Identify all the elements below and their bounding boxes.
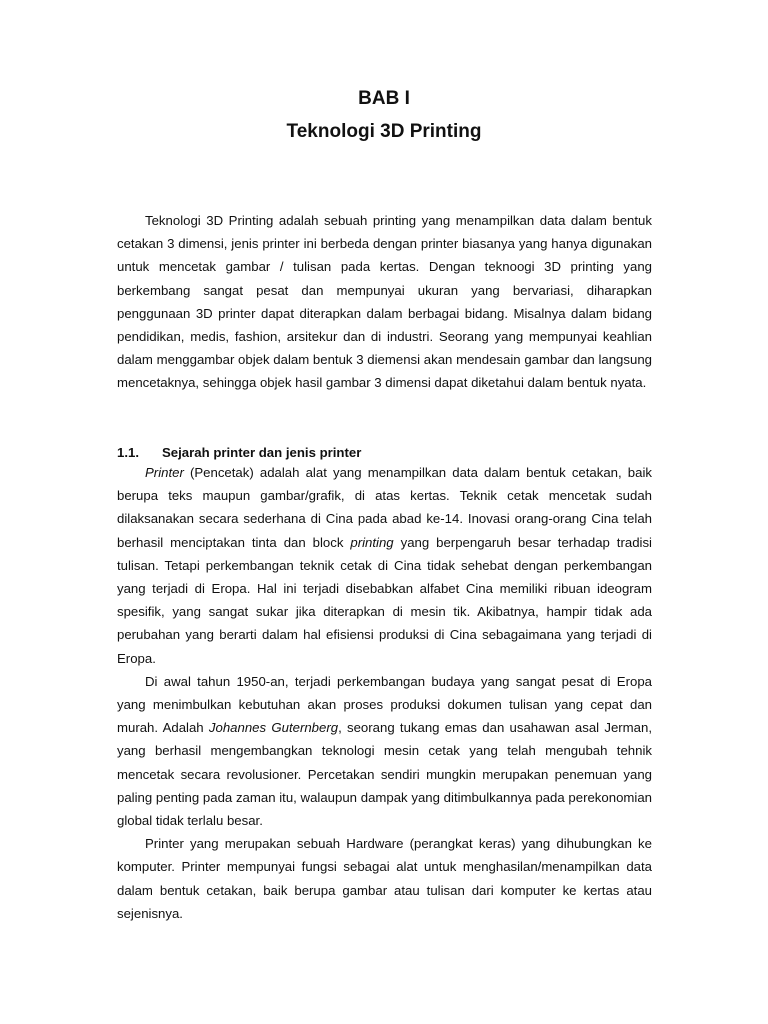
italic-name-guternberg: Johannes Guternberg [208,720,339,736]
intro-paragraph: Teknologi 3D Printing adalah sebuah printing yang menampilkan data dalam bentuk cetakan 3 dimensi, jenis printer ini berbeda dengan printer biasanya yang hanya digunakan untuk mencetak gambar / tulisan pada kertas. Dengan teknoogi 3D printing yang berkembang sangat pesat dan mempunyai ukuran yang bervariasi, diharapkan penggunaan 3D printer dapat diterapkan dalam berbagai bidang. Misalnya dalam bidang pendidikan, medis, fashion, arsitekur dan di industri. Seorang yang mempunyai keahlian dalam menggambar objek dalam bentuk 3 diemensi akan mendesain gambar dan langsung mencetaknya, sehingga objek hasil gambar 3 dimensi dapat diketahui dalam bentuk nyata. [117,213,652,391]
section-paragraph-3: Printer yang merupakan sebuah Hardware (perangkat keras) yang dihubungkan ke komputer. Printer mempunyai fungsi sebagai alat untuk menghasilan/menampilkan data dalam bentuk cetakan, baik berupa gambar atau tulisan dari komputer ke kertas atau sejenisnya. [117,836,652,921]
paragraph-1-text-b: yang berpengaruh besar terhadap tradisi tulisan. Tetapi perkembangan teknik cetak di Cina tidak sehebat dengan perkembangan yang terjadi di Eropa. Hal ini terjadi disebabkan alfabet Cina memiliki ribuan ideogram spesifik, yang sangat sukar jika diterapkan di mesin tik. Akibatnya, hampir tidak ada perubahan yang berarti dalam hal efisiensi produksi di Cina sebagaimana yang terjadi di Eropa. [117,534,652,666]
section-body [117,461,652,925]
paragraph-1-text-a: (Pencetak) adalah alat yang menampilkan data dalam bentuk cetakan, baik berupa teks maupun gambar/grafik, di atas kertas. Teknik cetak mencetak sudah dilaksanakan secara sederhana di Cina pada abad ke-14. Inovasi orang-orang Cina telah berhasil menciptakan tinta dan block [117,465,652,550]
section-title: Sejarah printer dan jenis printer [162,445,362,460]
section-number: 1.1. [117,445,139,460]
intro-block [117,209,652,395]
italic-term-printing: printing [350,534,394,550]
section-paragraph-2 [117,670,652,832]
paragraph-2-text-a: Di awal tahun 1950-an, terjadi perkembangan budaya yang sangat pesat di Eropa yang menimbulkan kebutuhan akan proses produksi dokumen tulisan yang cepat dan murah. Adalah [117,673,652,736]
section-paragraph-1 [117,461,652,670]
chapter-heading: BAB I [358,88,410,109]
paragraph-2-text-b: , seorang tukang emas dan usahawan asal Jerman, yang berhasil mengembangkan teknologi mesin cetak yang telah mengubah tehnik mencetak secara revolusioner. Percetakan sendiri mungkin merupakan penemuan yang paling penting pada zaman itu, walaupun dampak yang ditimbulkannya pada perekonomian global tidak terlalu besar. [117,720,652,829]
document-title: Teknologi 3D Printing [286,121,482,142]
italic-term-printer: Printer [145,465,184,480]
